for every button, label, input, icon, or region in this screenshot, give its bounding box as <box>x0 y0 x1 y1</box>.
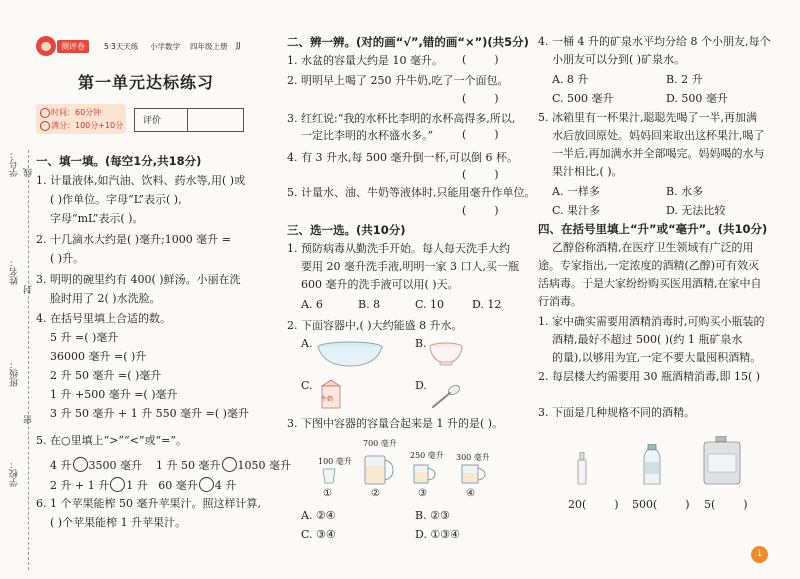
s3-q3: 3. 下图中容器的容量合起来是 1 升的是( )。 <box>287 417 504 430</box>
compare-circle[interactable] <box>110 477 125 492</box>
s1-line: 5 升 =( )毫升 <box>50 331 119 344</box>
s1-line: 2 升 50 毫升 =( )毫升 <box>50 369 162 382</box>
s1-line: 5. 在○里填上“>”“<”或“=”。 <box>36 434 187 447</box>
s1-line: 脸时用了 2( )水洗脸。 <box>50 292 161 305</box>
s3-q1-option-b[interactable]: B. 8 <box>358 298 381 311</box>
container-4-number: ④ <box>466 488 475 499</box>
s2-answer-paren[interactable]: ( ) <box>462 53 499 66</box>
side-label-name: 姓名： <box>10 258 20 285</box>
spoon-image <box>428 384 462 410</box>
pitcher-image <box>361 452 395 486</box>
s4-q2: 2. 每层楼大约需要用 30 瓶酒精消毒,即 15( ) <box>538 370 761 383</box>
s4-intro: 途。专家指出,一定浓度的酒精(乙醇)可有效灭 <box>538 259 760 272</box>
compare-right: 1 升 <box>126 479 148 492</box>
evaluation-box <box>134 108 244 132</box>
r-q4-option-b[interactable]: B. 2 升 <box>666 73 703 86</box>
s1-line: 1. 计量液体,如汽油、饮料、药水等,用( )或 <box>36 174 246 187</box>
s1-line: 36000 毫升 =( )升 <box>50 350 147 363</box>
s4-intro: 活病毒。于是大家纷纷购买医用酒精,在家中自 <box>538 277 762 290</box>
s3-q1-cont: 600 毫升的洗手液可以用( )天。 <box>301 278 459 291</box>
s1-line: ( )作单位。字母“L”表示( ), <box>50 193 182 206</box>
r-q5-cont: 水后放回原处。妈妈回来取出这杯果汁,喝了 <box>552 129 765 142</box>
s3-q2-option-a[interactable]: A. <box>301 337 313 350</box>
s2-answer-paren[interactable]: ( ) <box>462 168 499 181</box>
s2-q3-cont: 一定比李明的水杯盛水多。” <box>301 129 434 142</box>
header-grade: 四年级上册 <box>190 42 228 51</box>
s1-line: 1 升 +500 毫升 =( )毫升 <box>50 388 178 401</box>
s3-q1-option-d[interactable]: D. 12 <box>472 298 502 311</box>
compare-left: 1 升 50 毫升 <box>156 459 221 472</box>
measuring-cup-image <box>459 463 487 485</box>
time-limit: 时间：60分钟 <box>51 108 102 117</box>
s2-answer-paren[interactable]: ( ) <box>462 204 499 217</box>
compare-left: 2 升 + 1 升 <box>50 479 110 492</box>
s3-q2-option-c[interactable]: C. <box>301 379 313 392</box>
s1-line: 字母“mL”表示( )。 <box>50 212 144 225</box>
r-q5-option-c[interactable]: C. 果汁多 <box>552 204 601 217</box>
r-q5-cont: 果汁相比,( )。 <box>552 165 623 178</box>
container-4-volume: 300 毫升 <box>456 453 490 462</box>
s2-q2: 2. 明明早上喝了 250 升牛奶,吃了一个面包。 <box>287 74 509 87</box>
side-label-secret: 密 <box>24 415 34 424</box>
s3-q3-option-c[interactable]: C. ③④ <box>301 528 336 541</box>
compare-circle[interactable] <box>199 477 214 492</box>
r-q5-option-b[interactable]: B. 水多 <box>666 185 704 198</box>
compare-left: 4 升 <box>50 459 72 472</box>
s1-line: 6. 1 个苹果能榨 50 毫升苹果汁。照这样计算, <box>36 497 261 510</box>
s4-intro: 行消毒。 <box>538 295 582 308</box>
s3-q1-option-a[interactable]: A. 6 <box>301 298 323 311</box>
s4-q1: 1. 家中确实需要用酒精消毒时,可购买小瓶装的 <box>538 315 765 328</box>
s3-q1-cont: 要用 20 毫升洗手液,明明一家 3 口人,买一瓶 <box>301 260 519 273</box>
bottle-label-medium[interactable]: 500( ) <box>632 498 690 511</box>
r-q4-option-a[interactable]: A. 8 升 <box>552 73 589 86</box>
section1-heading: 一、填一填。(每空1分,共18分) <box>36 154 202 168</box>
small-bottle-image <box>576 452 588 486</box>
binding-dashed-line <box>28 150 29 570</box>
s2-q4: 4. 有 3 升水,每 500 毫升倒一杯,可以倒 6 杯。 <box>287 151 518 164</box>
mug-image <box>411 463 437 485</box>
large-jug-image <box>702 436 742 486</box>
side-label-line: 线 <box>24 168 34 177</box>
s1-line: 4. 在括号里填上合适的数。 <box>36 312 171 325</box>
page-title: 第一单元达标练习 <box>78 73 215 92</box>
side-label-seal: 封 <box>24 285 34 294</box>
side-label-class: 班级： <box>10 360 20 387</box>
container-2-number: ② <box>371 488 380 499</box>
milk-label: 牛奶 <box>321 396 334 403</box>
clock-icon <box>40 108 50 118</box>
bowl-image <box>428 342 464 366</box>
header-series: 5·3天天练 <box>104 42 139 51</box>
container-1-volume: 100 毫升 <box>318 457 352 466</box>
s3-q2-option-b[interactable]: B. <box>415 337 427 350</box>
score-icon <box>40 121 50 131</box>
r-q4-option-c[interactable]: C. 500 毫升 <box>552 92 614 105</box>
side-label-number: 学号： <box>10 150 20 177</box>
s3-q1: 1. 预防病毒从勤洗手开始。每人每天洗手大约 <box>287 242 510 255</box>
s2-answer-paren[interactable]: ( ) <box>462 92 499 105</box>
s1-line: 3 升 50 毫升 + 1 升 550 毫升 =( )毫升 <box>50 407 249 420</box>
s2-q3: 3. 红红说:“我的水杯比李明的水杯高得多,所以, <box>287 112 516 125</box>
bottle-label-small[interactable]: 20( ) <box>568 498 619 511</box>
s4-q1-cont: 的量),以够用为宜,一定不要大量囤积酒精。 <box>552 351 762 364</box>
s1-line: 3. 明明的碗里约有 400( )鲜汤。小丽在洗 <box>36 273 241 286</box>
s4-q3: 3. 下面是几种规格不同的酒精。 <box>538 406 695 419</box>
bottle-label-large[interactable]: 5( ) <box>704 498 748 511</box>
basin-image <box>316 340 384 368</box>
container-2-volume: 700 毫升 <box>363 439 397 448</box>
cup-small-image <box>322 468 336 484</box>
container-3-number: ③ <box>418 488 427 499</box>
s3-q3-option-a[interactable]: A. ②④ <box>301 509 336 522</box>
compare-row-2 <box>50 477 236 493</box>
compare-right: 3500 毫升 <box>88 459 142 472</box>
r-q5-option-a[interactable]: A. 一样多 <box>552 185 600 198</box>
section4-heading: 四、在括号里填上“升”或“毫升”。(共10分) <box>538 222 768 236</box>
s1-line: 2. 十几滴水大约是( )毫升;1000 毫升 = <box>36 233 231 246</box>
s3-q2: 2. 下面容器中,( )大约能盛 8 升水。 <box>287 319 463 332</box>
page-number: 1 <box>751 546 768 563</box>
s2-q1: 1. 水盆的容量大约是 10 毫升。 <box>287 54 443 67</box>
compare-circle[interactable] <box>73 457 88 472</box>
s1-line: ( )个苹果能榨 1 升苹果汁。 <box>50 516 187 529</box>
s2-q5: 5. 计量水、油、牛奶等液体时,只能用毫升作单位。 <box>287 186 536 199</box>
s4-q1-cont: 酒精,最好不超过 500( )(约 1 瓶矿泉水 <box>552 333 743 346</box>
r-q4: 4. 一桶 4 升的矿泉水平均分给 8 个小朋友,每个 <box>538 35 771 48</box>
s2-answer-paren[interactable]: ( ) <box>462 128 499 141</box>
header-edition: JJ <box>236 41 241 50</box>
r-q4-cont: 小朋友可以分到( )矿泉水。 <box>552 53 686 66</box>
compare-right: 1050 毫升 <box>237 459 291 472</box>
section2-heading: 二、辨一辨。(对的画“√”,错的画“×”)(共5分) <box>287 35 529 49</box>
compare-left: 60 毫升 <box>158 479 198 492</box>
container-3-volume: 250 毫升 <box>410 451 444 460</box>
evaluation-label: 评价 <box>143 116 162 126</box>
mascot-logo <box>36 36 56 56</box>
r-q5-option-d[interactable]: D. 无法比较 <box>666 204 726 217</box>
s1-line: ( )升。 <box>50 252 85 265</box>
container-1-number: ① <box>323 488 332 499</box>
s3-q3-option-d[interactable]: D. ①③④ <box>415 528 461 541</box>
compare-row-1 <box>50 457 291 473</box>
compare-right: 4 升 <box>214 479 237 492</box>
s4-intro: 乙醇俗称酒精,在医疗卫生领域有广泛的用 <box>552 241 754 254</box>
header-subject: 小学数学 <box>150 42 180 51</box>
compare-circle[interactable] <box>222 457 237 472</box>
r-q4-option-d[interactable]: D. 500 毫升 <box>666 92 728 105</box>
side-label-school: 学校： <box>10 460 20 487</box>
s3-q2-option-d[interactable]: D. <box>415 379 427 392</box>
badge-label: 测评卷 <box>57 40 89 53</box>
r-q5-cont: 一半后,再加满水并全部喝完。妈妈喝的水与 <box>552 147 765 160</box>
info-box <box>36 104 126 134</box>
full-score: 满分：100分+10分 <box>51 121 124 130</box>
r-q5: 5. 冰箱里有一杯果汁,聪聪先喝了一半,再加满 <box>538 111 757 124</box>
s3-q1-option-c[interactable]: C. 10 <box>415 298 445 311</box>
s3-q3-option-b[interactable]: B. ②③ <box>415 509 450 522</box>
medium-bottle-image <box>642 444 662 486</box>
section3-heading: 三、选一选。(共10分) <box>287 223 406 237</box>
